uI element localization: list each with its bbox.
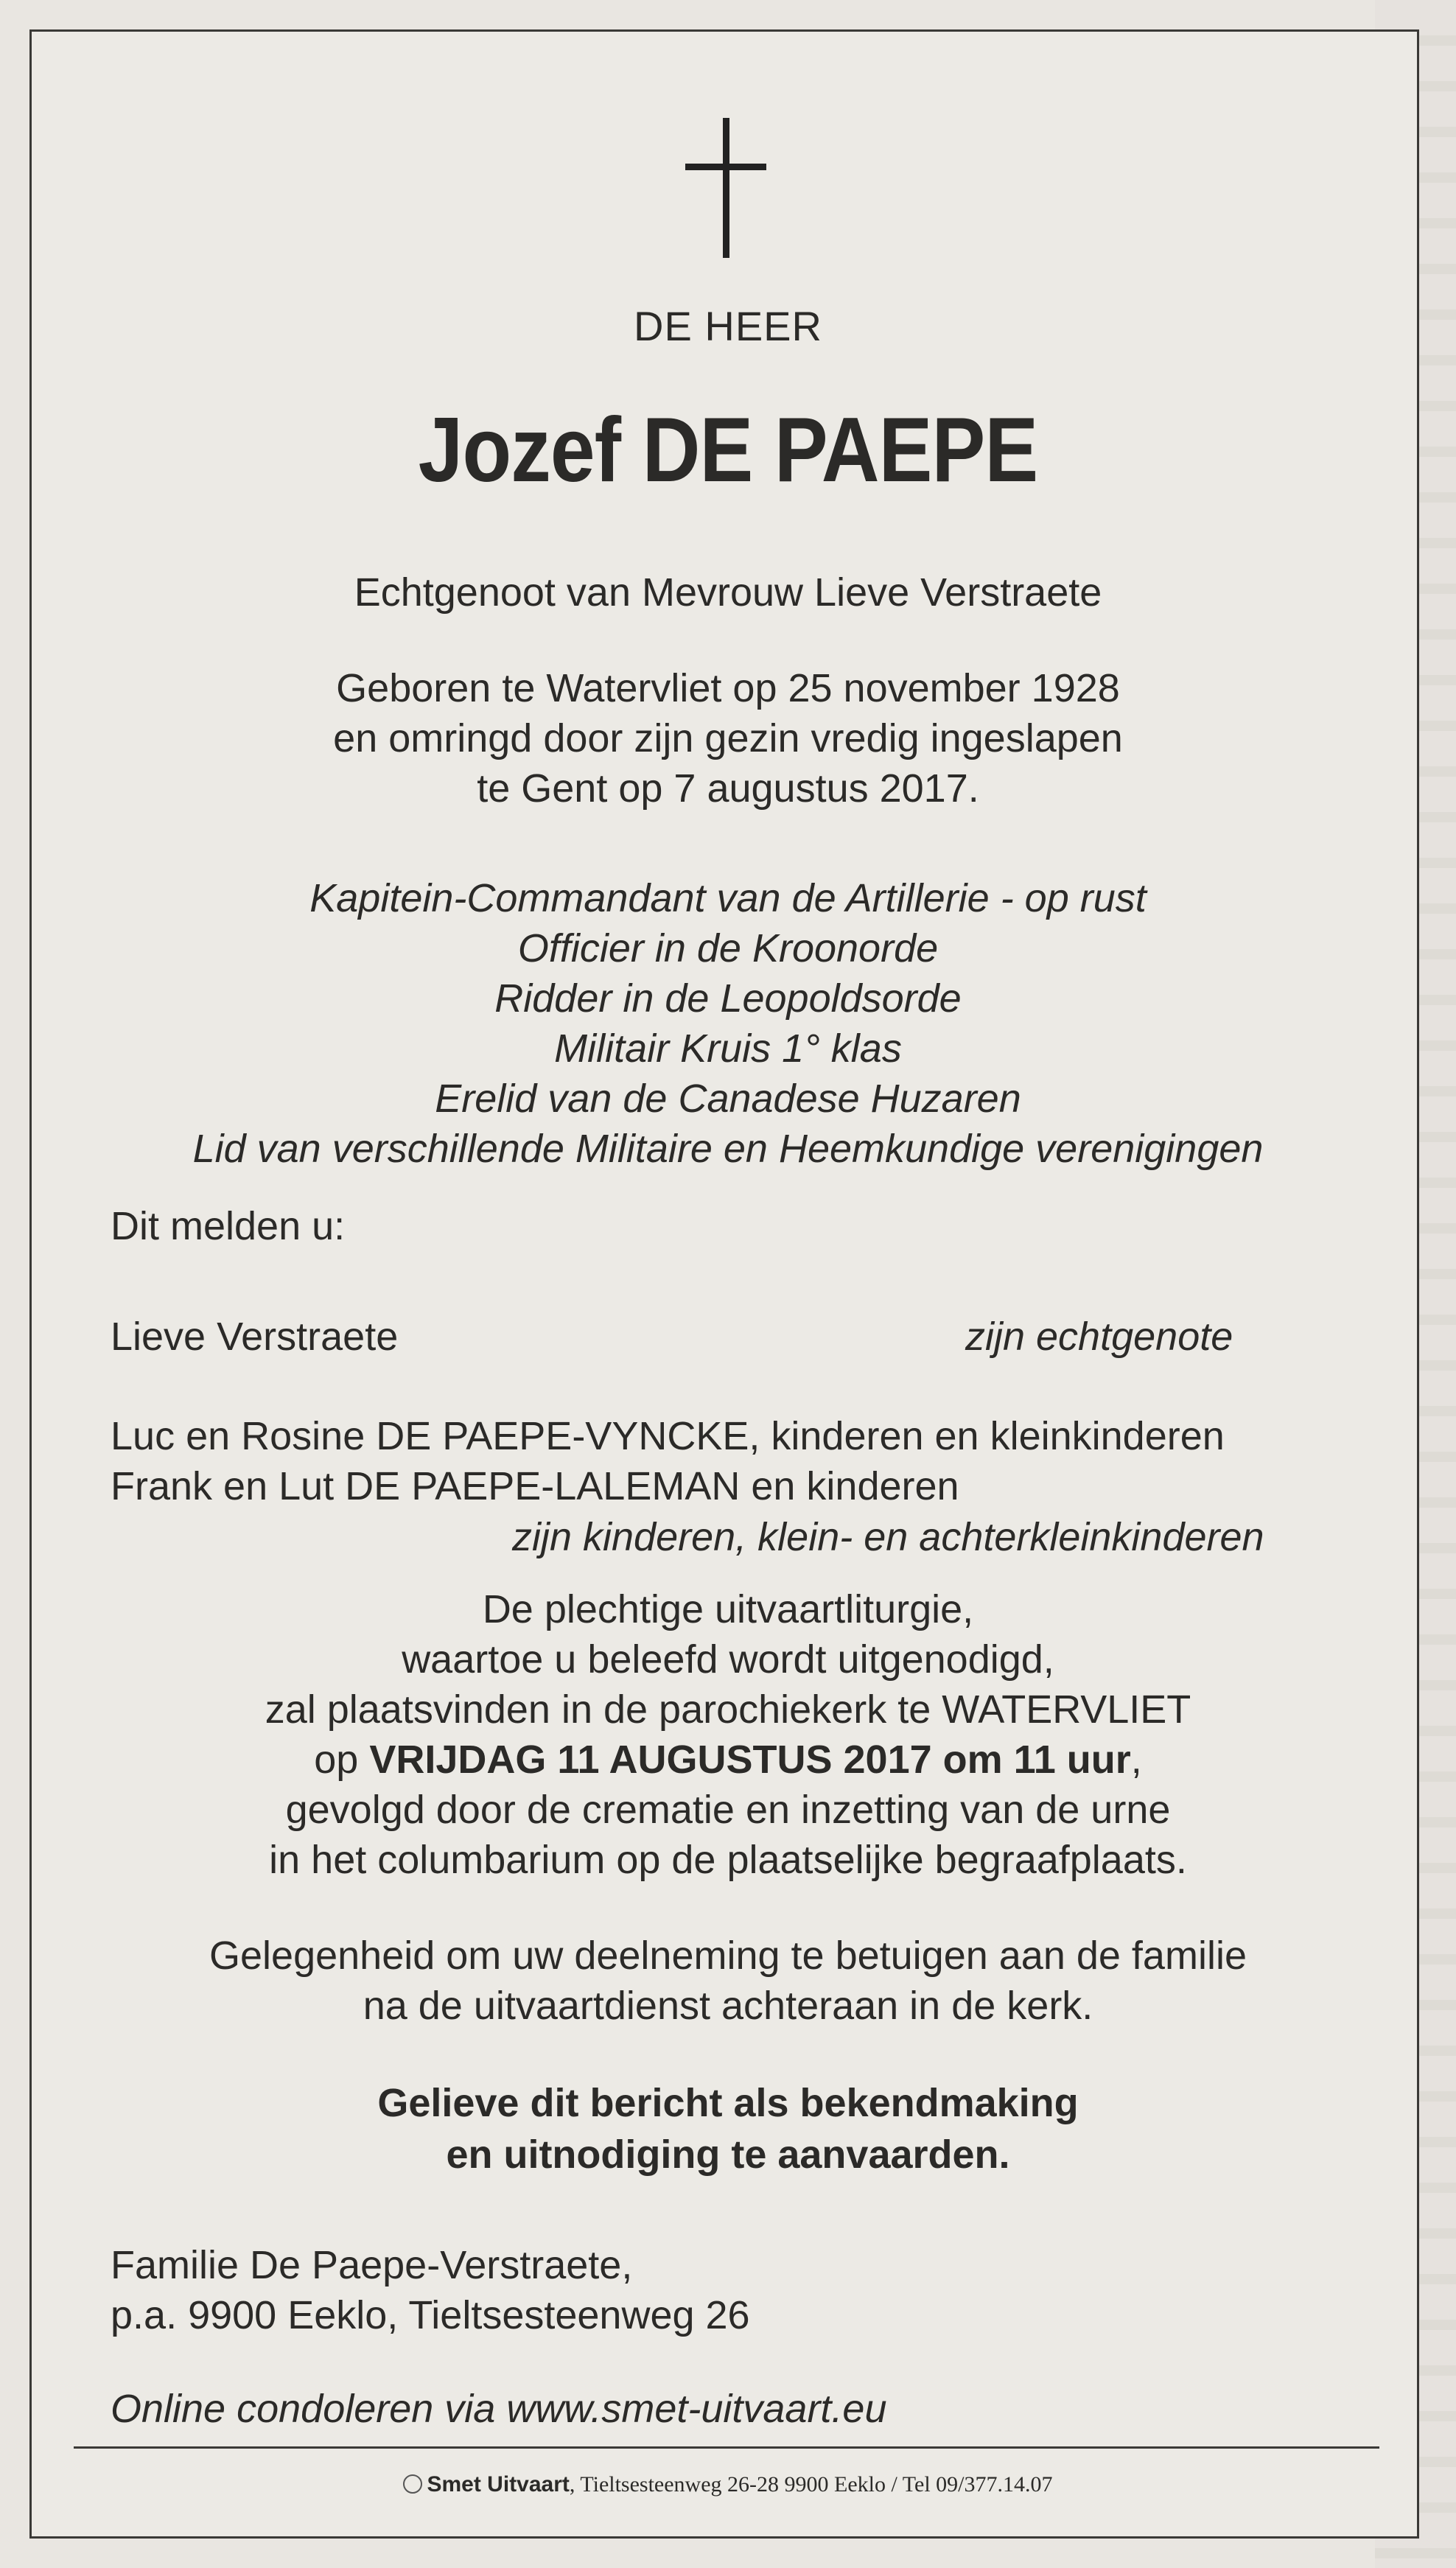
ceremony-date-prefix: op xyxy=(314,1738,359,1782)
footer xyxy=(0,2472,1456,2497)
ceremony-line: gevolgd door de crematie en inzetting van de urne xyxy=(285,1788,1171,1832)
title-line: Kapitein-Commandant van de Artillerie - op rust xyxy=(309,876,1147,920)
spouse-line: Echtgenoot van Mevrouw Lieve Verstraete xyxy=(354,570,1102,615)
footer-company: Smet Uitvaart xyxy=(427,2472,570,2497)
title-line: Ridder in de Leopoldsorde xyxy=(494,976,962,1021)
condolence-line: Gelegenheid om uw deelneming te betuigen aan de familie xyxy=(209,1934,1247,1978)
family-name: Familie De Paepe-Verstraete, xyxy=(111,2243,633,2287)
condolence-line: na de uitvaartdienst achteraan in de kerk. xyxy=(363,1984,1093,2028)
title-line: Erelid van de Canadese Huzaren xyxy=(435,1077,1021,1121)
death-place-line: te Gent op 7 augustus 2017. xyxy=(477,766,979,811)
title-line: Lid van verschillende Militaire en Heemkundige verenigingen xyxy=(192,1127,1264,1171)
ceremony-date-line xyxy=(0,1735,1456,1785)
title-prefix: DE HEER xyxy=(634,303,822,349)
children-role: zijn kinderen, klein- en achterkleinkinderen xyxy=(512,1515,1264,1559)
birth-line: Geboren te Watervliet op 25 november 1928 xyxy=(336,666,1120,710)
children-line: Luc en Rosine DE PAEPE-VYNCKE, kinderen en kleinkinderen xyxy=(111,1414,1225,1458)
ceremony-line: in het columbarium op de plaatselijke begraafplaats. xyxy=(269,1838,1187,1882)
ceremony-line: De plechtige uitvaartliturgie, xyxy=(482,1587,974,1631)
deceased-name: Jozef DE PAEPE xyxy=(418,399,1038,501)
ceremony-line: waartoe u beleefd wordt uitgenodigd, xyxy=(402,1637,1054,1682)
title-line: Officier in de Kroonorde xyxy=(517,926,939,970)
spouse-name: Lieve Verstraete xyxy=(111,1315,399,1359)
footer-address: , Tieltsesteenweg 26-28 9900 Eeklo / Tel 09/377.14.07 xyxy=(569,2472,1053,2497)
footer-divider xyxy=(74,2446,1379,2449)
spouse-role: zijn echtgenote xyxy=(965,1315,1233,1359)
title-line: Militair Kruis 1° klas xyxy=(554,1026,902,1071)
children-line: Frank en Lut DE PAEPE-LALEMAN en kinderen xyxy=(111,1464,959,1508)
online-condolence-link[interactable]: Online condoleren via www.smet-uitvaart.eu xyxy=(111,2387,887,2431)
notice-line: Gelieve dit bericht als bekendmaking xyxy=(377,2081,1079,2125)
ceremony-date: VRIJDAG 11 AUGUSTUS 2017 om 11 uur xyxy=(369,1738,1131,1782)
notice-line: en uitnodiging te aanvaarden. xyxy=(446,2133,1010,2177)
announce-intro: Dit melden u: xyxy=(111,1204,346,1248)
passing-line: en omringd door zijn gezin vredig ingeslapen xyxy=(333,716,1123,760)
family-address: p.a. 9900 Eeklo, Tieltsesteenweg 26 xyxy=(111,2293,750,2337)
cross-icon xyxy=(685,118,766,258)
smet-logo-icon xyxy=(403,2474,422,2494)
ceremony-line: zal plaatsvinden in de parochiekerk te WATERVLIET xyxy=(265,1687,1191,1732)
ceremony-date-suffix: , xyxy=(1130,1738,1142,1782)
